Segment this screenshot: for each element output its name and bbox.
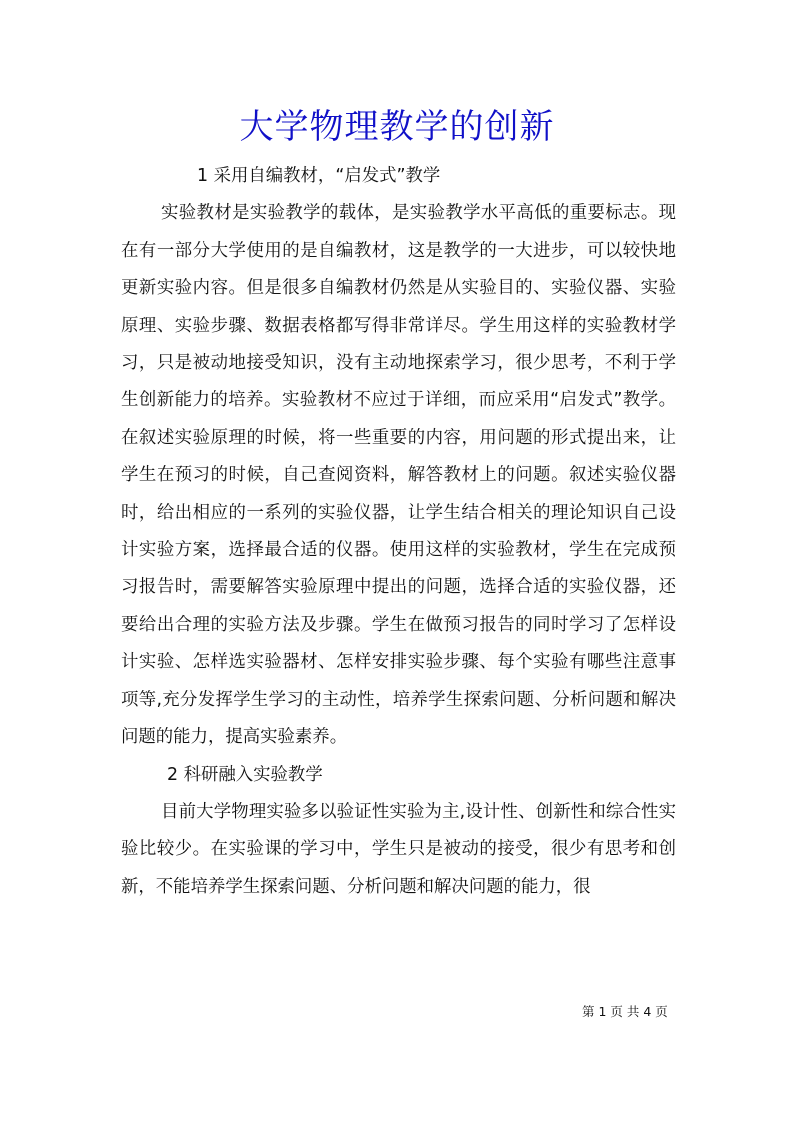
page-number-footer: 第 1 页 共 4 页 [582, 1004, 668, 1019]
section-paragraph-2: 目前大学物理实验多以验证性实验为主,设计性、创新性和综合性实验比较少。在实验课的学习中，学生只是被动的接受，很少有思考和创新，不能培养学生探索问题、分析问题和解决问题的能力，很 [121, 801, 676, 897]
section-paragraph-1: 实验教材是实验教学的载体，是实验教学水平高低的重要标志。现在有一部分大学使用的是自编教材，这是教学的一大进步，可以较快地更新实验内容。但是很多自编教材仍然是从实验目的、实验仪器、实验原理、实验步骤、数据表格都写得非常详尽。学生用这样的实验教材学习，只是被动地接受知识，没有主动地探索学习，很少思考，不利于学生创新能力的培养。实验教材不应过于详细，而应采用“启发式”教学。在叙述实验原理的时候，将一些重要的内容，用问题的形式提出来，让学生在预习的时候，自己查阅资料，解答教材上的问题。叙述实验仪器时，给出相应的一系列的实验仪器，让学生结合相关的理论知识自己设计实验方案，选择最合适的仪器。使用这样的实验教材，学生在完成预习报告时，需要解答实验原理中提出的问题，选择合适的实验仪器，还要给出合理的实验方法及步骤。学生在做预习报告的同时学习了怎样设计实验、怎样选实验器材、怎样安排实验步骤、每个实验有哪些注意事项等,充分发挥学生学习的主动性，培养学生探索问题、分析问题和解决问题的能力，提高实验素养。 [121, 203, 676, 748]
section-heading-2: 2 科研融入实验教学 [167, 764, 323, 785]
section-heading-1: 1 采用自编教材，“启发式”教学 [197, 166, 441, 186]
document-title: 大学物理教学的创新 [239, 107, 555, 147]
document-body [121, 158, 676, 906]
